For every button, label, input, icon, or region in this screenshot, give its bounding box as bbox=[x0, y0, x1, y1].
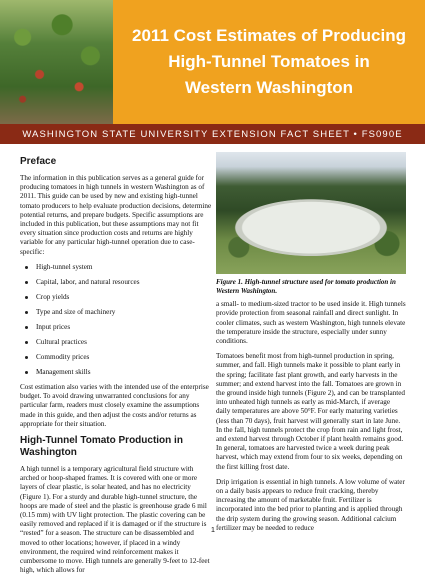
right-paragraph-3: Drip irrigation is essential in high tunnels. A low volume of water on a daily basis appears to reduce fruit cracking, thereby increasing the amount of marketable fruit. Fertilizer is incorporated into the bed prior to planting and is applied through the drip system during the growing season. Additional calcium fertilizer may be needed to reduce bbox=[216, 477, 405, 532]
figure-caption: Figure 1. High-tunnel structure used for tomato production in Western Washington. bbox=[216, 278, 396, 295]
preface-paragraph-2: Cost estimation also varies with the intended use of the enterprise budget. To avoid drawing unwarranted conclusions for any particular farm, readers must closely examine the assumptions made in this guide, and then adjust the costs and/or returns as appropriate for their situation. bbox=[20, 383, 209, 428]
title-line-1: 2011 Cost Estimates of Producing bbox=[132, 26, 406, 45]
production-paragraph-1: A high tunnel is a temporary agricultural field structure with arched or hoop-shaped frames. It is covered with one or more layers of clear plastic, is solar heated, and has no electricity (Figure 1). For a sturdy and durable high-tunnel structure, the hoops are made of steel and the plastic is greenhouse grade 6 mil (0.15 mm) with UV light protection. The plastic covering can be easily removed and replaced if it is damaged or if the structure is “rested” for a season. The structure can be disassembled and moved to other locations; however, if placed in a windy environment, the required wind reinforcement makes it cumbersome to move. High tunnels are generally 9-feet to 12-feet high, which allows for bbox=[20, 465, 210, 575]
preface-paragraph-1: The information in this publication serves as a general guide for producing tomatoes in high tunnels in western Washington as of 2011. This guide can be used by new and existing high-tunnel tomato producers to help evaluate production decisions, determine potential returns, and prepare budgets. Specific assumptions are included in this publication, but these assumptions may not fit every situation since production costs and returns are highly variable for any particular high-tunnel operation due to case-specific: bbox=[20, 174, 212, 256]
fact-sheet-banner: WASHINGTON STATE UNIVERSITY EXTENSION FACT SHEET • FS090E bbox=[0, 124, 425, 144]
assumption-list bbox=[20, 263, 213, 377]
list-item: Commodity prices bbox=[20, 353, 213, 362]
high-tunnel-figure-photo bbox=[216, 152, 406, 274]
right-paragraph-2: Tomatoes benefit most from high-tunnel production in spring, summer, and fall. High tunnels make it possible to plant early in the spring; facilitate fast plant growth, and early harvests in the summer; and extend harvest into the fall. Tomatoes are grown in the ground inside high tunnels (Figure 2), and can be transplanted into unheated high tunnels as early as mid-March, if average daily temperatures are above 50°F. For early maturing varieties (less than 70 days), fruit harvest will generally start in late June. In the fall, high tunnels protect the crop from rain and light frost, and extend harvest through October if plant health remains good. In general, tomatoes are harvested twice a week during peak harvest, which may extend from four to six weeks, depending on the first killing frost date. bbox=[216, 352, 406, 471]
section-heading-production: High-Tunnel Tomato Production in Washington bbox=[20, 435, 183, 459]
list-item: Cultural practices bbox=[20, 338, 213, 347]
list-item: Crop yields bbox=[20, 293, 213, 302]
right-paragraph-1: a small- to medium-sized tractor to be used inside it. High tunnels provide protection from seasonal rainfall and direct sunlight. In cooler climates, such as western Washington, high tunnels elevate the temperature inside the structure, especially under sunny conditions. bbox=[216, 300, 406, 345]
title-block bbox=[113, 0, 425, 124]
preface-heading: Preface bbox=[20, 156, 57, 167]
left-column bbox=[20, 156, 213, 581]
page-number: 1 bbox=[210, 525, 216, 534]
list-item: Type and size of machinery bbox=[20, 308, 213, 317]
tomato-plants-photo bbox=[0, 0, 113, 124]
list-item: High-tunnel system bbox=[20, 263, 213, 272]
list-item: Input prices bbox=[20, 323, 213, 332]
right-column bbox=[216, 152, 406, 539]
list-item: Capital, labor, and natural resources bbox=[20, 278, 213, 287]
title-line-3: Western Washington bbox=[184, 78, 354, 97]
list-item: Management skills bbox=[20, 368, 213, 377]
title-line-2: High-Tunnel Tomatoes in bbox=[168, 52, 370, 71]
